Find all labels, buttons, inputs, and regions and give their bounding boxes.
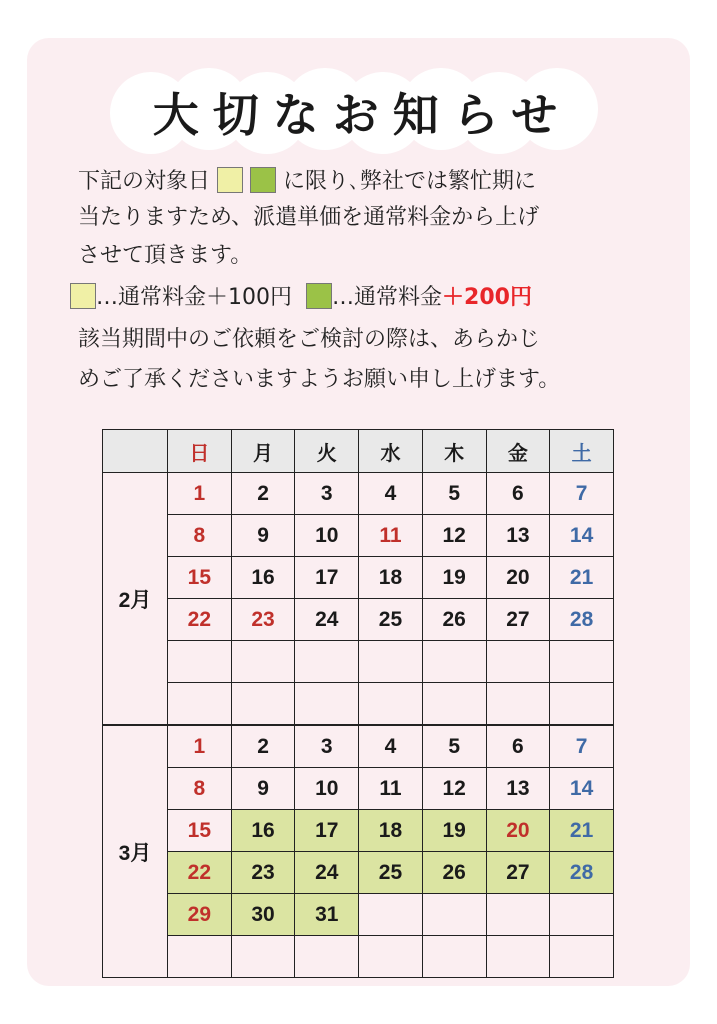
notice-text: 下記の対象日 (78, 169, 211, 194)
calendar-day-cell: 23 (231, 599, 295, 641)
calendar-day-cell: 3 (295, 473, 359, 515)
calendar-day-cell: 8 (168, 515, 232, 557)
calendar-day-cell: 17 (295, 557, 359, 599)
calendar-day-cell: 24 (295, 599, 359, 641)
legend-light-swatch (217, 167, 243, 193)
calendar-week-row (103, 768, 614, 810)
calendar-day-cell: 16 (231, 810, 295, 852)
calendar-day-cell: 18 (359, 810, 423, 852)
calendar-empty-cell (359, 894, 423, 936)
calendar-empty-cell (422, 894, 486, 936)
notice-line-3: させて頂きます。 (78, 243, 253, 268)
calendar-day-cell: 6 (486, 473, 550, 515)
calendar-empty-cell (422, 683, 486, 726)
calendar-week-row (103, 725, 614, 768)
calendar-day-cell: 10 (295, 768, 359, 810)
calendar-day-cell: 20 (486, 810, 550, 852)
calendar-day-cell: 27 (486, 599, 550, 641)
weekday-header-row (103, 430, 614, 473)
calendar-day-cell: 21 (550, 557, 614, 599)
calendar-day-cell: 2 (231, 473, 295, 515)
calendar-week-row (103, 683, 614, 726)
calendar-day-cell: 1 (168, 473, 232, 515)
calendar-day-cell: 25 (359, 852, 423, 894)
weekday-wed: 水 (359, 430, 423, 473)
calendar-day-cell: 7 (550, 473, 614, 515)
legend-green-text: …通常料金 (332, 285, 443, 310)
calendar-empty-cell (422, 936, 486, 978)
weekday-fri: 金 (486, 430, 550, 473)
notice-line-2: 当たりますため、派遣単価を通常料金から上げ (78, 205, 540, 230)
calendar-empty-cell (231, 683, 295, 726)
weekday-mon: 月 (231, 430, 295, 473)
calendar-day-cell: 10 (295, 515, 359, 557)
month-label: 2月 (103, 473, 168, 726)
notice-line-6: めご了承くださいますようお願い申し上げます。 (78, 367, 561, 392)
calendar-day-cell: 12 (422, 768, 486, 810)
notice-line-1 (78, 164, 536, 200)
calendar-day-cell: 17 (295, 810, 359, 852)
calendar-week-row (103, 515, 614, 557)
legend-green-price: ＋200円 (442, 285, 532, 310)
calendar-day-cell: 3 (295, 725, 359, 768)
calendar-day-cell: 7 (550, 725, 614, 768)
calendar-empty-cell (295, 641, 359, 683)
calendar-day-cell: 22 (168, 852, 232, 894)
calendar-day-cell: 2 (231, 725, 295, 768)
calendar-table (102, 429, 614, 978)
calendar-day-cell: 28 (550, 599, 614, 641)
calendar-day-cell: 13 (486, 515, 550, 557)
calendar-day-cell: 4 (359, 725, 423, 768)
calendar-empty-cell (359, 683, 423, 726)
calendar-empty-cell (231, 641, 295, 683)
page-title: 大切なお知らせ (152, 88, 572, 142)
calendar-week-row (103, 557, 614, 599)
legend-green-swatch (250, 167, 276, 193)
calendar-empty-cell (486, 894, 550, 936)
calendar-empty-cell (168, 641, 232, 683)
calendar-week-row (103, 936, 614, 978)
calendar-day-cell: 4 (359, 473, 423, 515)
calendar-week-row (103, 810, 614, 852)
calendar-empty-cell (486, 683, 550, 726)
calendar-day-cell: 29 (168, 894, 232, 936)
calendar-empty-cell (359, 641, 423, 683)
calendar-day-cell: 6 (486, 725, 550, 768)
weekday-sun: 日 (168, 430, 232, 473)
calendar-day-cell: 13 (486, 768, 550, 810)
legend-light-swatch (70, 283, 96, 309)
calendar-empty-cell (550, 936, 614, 978)
calendar-empty-cell (550, 894, 614, 936)
calendar-empty-cell (295, 936, 359, 978)
calendar-day-cell: 25 (359, 599, 423, 641)
calendar-day-cell: 15 (168, 557, 232, 599)
legend-green-swatch (306, 283, 332, 309)
calendar-day-cell: 18 (359, 557, 423, 599)
calendar-week-row (103, 473, 614, 515)
weekday-tue: 火 (295, 430, 359, 473)
notice-text: に限り､弊社では繁忙期に (283, 169, 537, 194)
calendar-empty-cell (168, 936, 232, 978)
price-legend (70, 280, 532, 316)
notice-line-5: 該当期間中のご依頼をご検討の際は、あらかじ (78, 327, 541, 352)
calendar-day-cell: 9 (231, 515, 295, 557)
calendar-empty-cell (295, 683, 359, 726)
calendar-empty-cell (550, 683, 614, 726)
weekday-thu: 木 (422, 430, 486, 473)
calendar-day-cell: 16 (231, 557, 295, 599)
calendar-day-cell: 11 (359, 515, 423, 557)
calendar-day-cell: 31 (295, 894, 359, 936)
calendar-day-cell: 30 (231, 894, 295, 936)
calendar-empty-cell (359, 936, 423, 978)
calendar-week-row (103, 641, 614, 683)
calendar-day-cell: 15 (168, 810, 232, 852)
calendar-day-cell: 28 (550, 852, 614, 894)
calendar-empty-cell (486, 641, 550, 683)
calendar-day-cell: 21 (550, 810, 614, 852)
calendar-day-cell: 1 (168, 725, 232, 768)
month-label: 3月 (103, 725, 168, 978)
calendar-day-cell: 27 (486, 852, 550, 894)
calendar-day-cell: 26 (422, 852, 486, 894)
calendar-day-cell: 19 (422, 810, 486, 852)
calendar-week-row (103, 852, 614, 894)
calendar-day-cell: 19 (422, 557, 486, 599)
calendar-day-cell: 11 (359, 768, 423, 810)
calendar-empty-cell (486, 936, 550, 978)
calendar-day-cell: 5 (422, 725, 486, 768)
calendar-day-cell: 9 (231, 768, 295, 810)
calendar-day-cell: 20 (486, 557, 550, 599)
calendar-empty-cell (550, 641, 614, 683)
calendar-day-cell: 23 (231, 852, 295, 894)
calendar-day-cell: 22 (168, 599, 232, 641)
weekday-sat: 土 (550, 430, 614, 473)
calendar-empty-cell (422, 641, 486, 683)
header-corner (103, 430, 168, 473)
calendar-day-cell: 26 (422, 599, 486, 641)
calendar-empty-cell (231, 936, 295, 978)
calendar-day-cell: 12 (422, 515, 486, 557)
calendar-day-cell: 14 (550, 515, 614, 557)
calendar-empty-cell (168, 683, 232, 726)
calendar-day-cell: 24 (295, 852, 359, 894)
calendar-day-cell: 8 (168, 768, 232, 810)
calendar-day-cell: 5 (422, 473, 486, 515)
calendar-week-row (103, 599, 614, 641)
calendar-week-row (103, 894, 614, 936)
legend-light-text: …通常料金＋100円 (96, 285, 292, 310)
calendar-day-cell: 14 (550, 768, 614, 810)
